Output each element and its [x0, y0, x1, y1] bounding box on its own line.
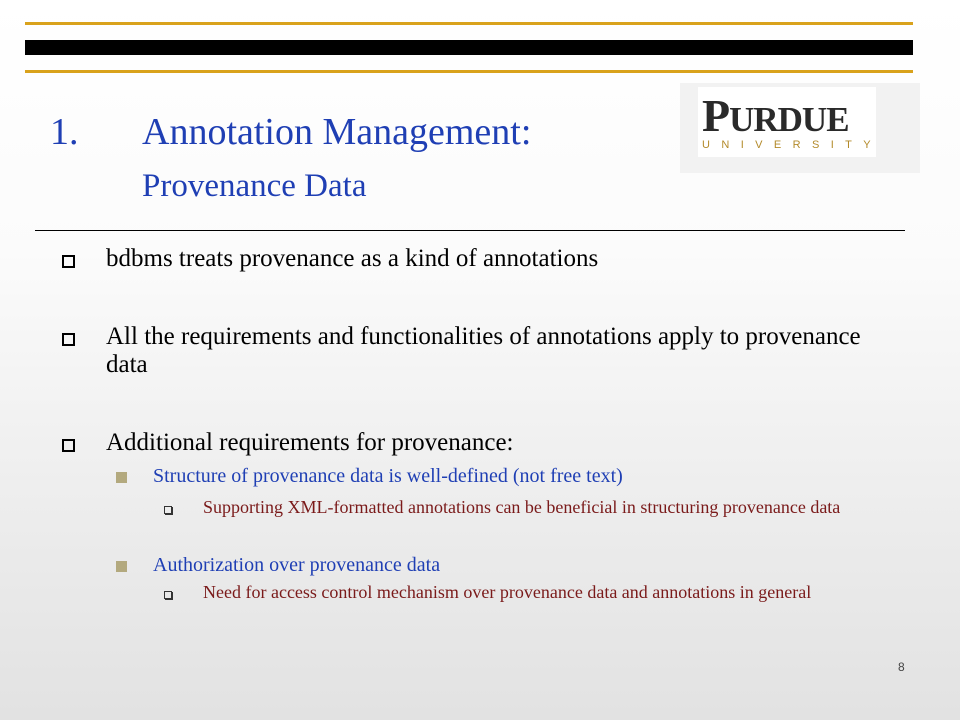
- hollow-square-bullet-icon: [62, 439, 75, 452]
- bullet-3-text: Additional requirements for provenance:: [106, 429, 514, 456]
- title-number: 1.: [50, 111, 79, 153]
- filled-square-bullet-icon: [116, 561, 127, 572]
- small-square-bullet-icon: [164, 591, 172, 599]
- header-black-bar: [25, 40, 913, 55]
- logo-panel: [698, 87, 883, 157]
- hollow-square-bullet-icon: [62, 333, 75, 346]
- page-number: 8: [898, 660, 905, 674]
- slide-title: Annotation Management:: [142, 111, 532, 153]
- bullet-2-text: All the requirements and functionalities of annotations apply to provenance data: [106, 323, 861, 378]
- logo-initial: P: [702, 90, 730, 141]
- purdue-logo: [680, 83, 920, 173]
- sub-sub-bullet-2-text: Need for access control mechanism over provenance data and annotations in general: [203, 582, 812, 602]
- sub-bullet-1-text: Structure of provenance data is well-defined (not free text): [153, 465, 623, 487]
- lower-gold-rule: [25, 70, 913, 73]
- slide-subtitle: Provenance Data: [142, 168, 367, 204]
- logo-rest: URDUE: [729, 100, 849, 139]
- title-divider: [35, 230, 905, 231]
- logo-wordmark: [702, 89, 874, 142]
- filled-square-bullet-icon: [116, 472, 127, 483]
- sub-sub-bullet-1-text: Supporting XML-formatted annotations can be beneficial in structuring provenance data: [203, 497, 841, 517]
- bullet-1-text: bdbms treats provenance as a kind of annotations: [106, 245, 599, 272]
- hollow-square-bullet-icon: [62, 255, 75, 268]
- small-square-bullet-icon: [164, 506, 172, 514]
- top-gold-rule: [25, 22, 913, 25]
- sub-bullet-2-text: Authorization over provenance data: [153, 554, 441, 576]
- logo-subtitle: UNIVERSITY: [702, 139, 883, 151]
